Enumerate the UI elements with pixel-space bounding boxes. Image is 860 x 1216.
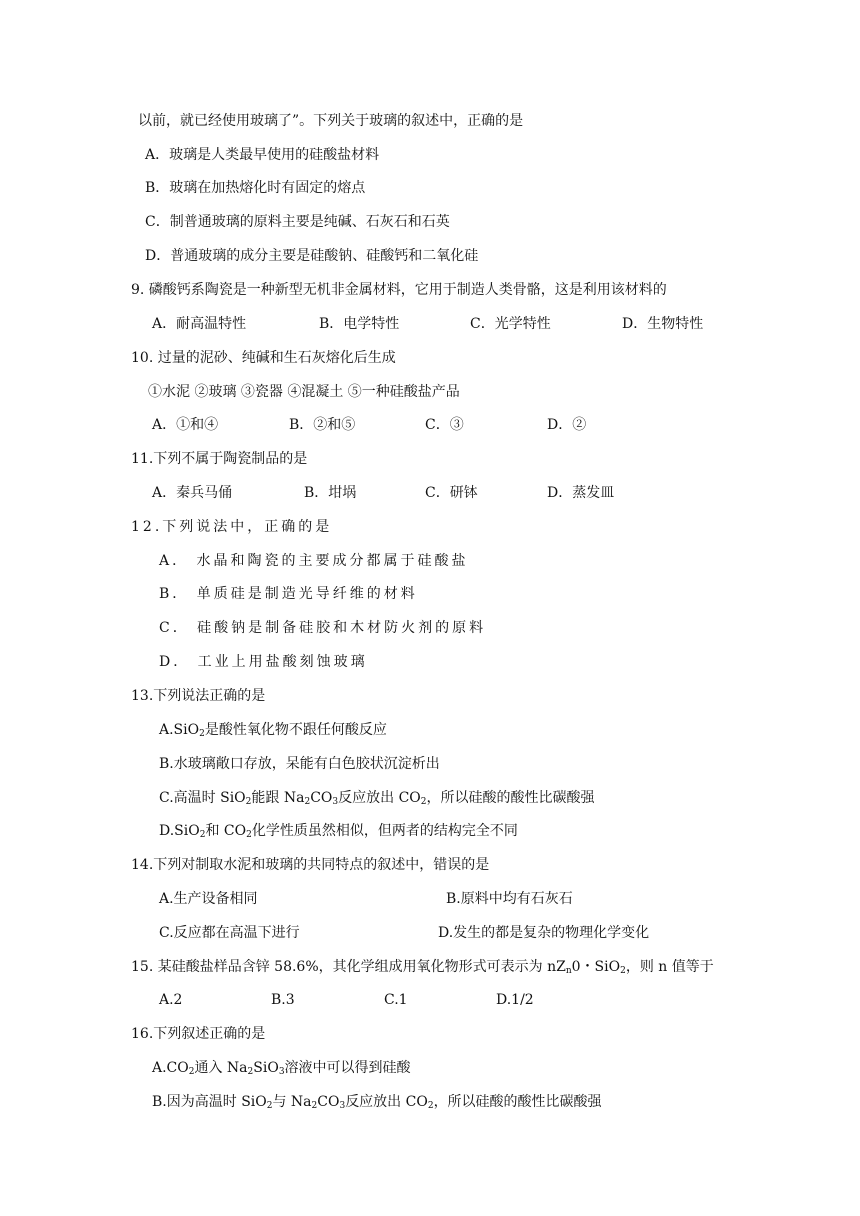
q9-option-d: D．生物特性 bbox=[622, 316, 704, 332]
q16-option-b: B.因为高温时 SiO$_2$与 $Na_2CO_3$反应放出 $CO_2$，所以硅酸的酸性比碳酸强 bbox=[152, 1094, 602, 1111]
q15-option-c: C.1 bbox=[384, 992, 408, 1008]
q10-stem: 10. 过量的泥砂、纯碱和生石灰熔化后生成 bbox=[131, 350, 396, 366]
q8-option-b: B．玻璃在加热熔化时有固定的熔点 bbox=[145, 180, 366, 196]
q8-option-d: D．普通玻璃的成分主要是硅酸钠、硅酸钙和二氧化硅 bbox=[145, 248, 479, 264]
q12-option-c: C． 硅酸钠是制备硅胶和木材防火剂的原料 bbox=[159, 620, 487, 636]
q11-option-b: B．坩埚 bbox=[304, 485, 357, 501]
q9-option-c: C．光学特性 bbox=[470, 316, 551, 332]
q12-stem: 12.下列说法中，正确的是 bbox=[131, 519, 333, 535]
q10-option-d: D．② bbox=[547, 417, 587, 433]
q14-stem: 14.下列对制取水泥和玻璃的共同特点的叙述中，错误的是 bbox=[131, 857, 490, 873]
q12-option-d: D． 工业上用盐酸刻蚀玻璃 bbox=[159, 654, 368, 670]
q13-stem: 13.下列说法正确的是 bbox=[131, 688, 266, 704]
q9-option-a: A．耐高温特性 bbox=[152, 316, 247, 332]
q13-option-d: D.SiO$_2$和 $CO_2$化学性质虽然相似，但两者的结构完全不同 bbox=[159, 823, 518, 840]
q12-option-b: B． 单质硅是制造光导纤维的材料 bbox=[159, 586, 418, 602]
q13-option-c: C.高温时 SiO$_2$能跟 $Na_2CO_3$反应放出 $CO_2$，所以硅酸的酸性比碳酸强 bbox=[159, 790, 595, 807]
q15-stem: 15. 某硅酸盐样品含锌 58.6%，其化学组成用氧化物形式可表示为 $nZ_n0$・SiO$_2$，则 n 值等于 bbox=[131, 959, 714, 976]
q11-option-a: A．秦兵马俑 bbox=[152, 485, 233, 501]
intro-line: 以前，就已经使用玻璃了”。下列关于玻璃的叙述中，正确的是 bbox=[138, 113, 524, 129]
q16-stem: 16.下列叙述正确的是 bbox=[131, 1026, 266, 1042]
q14-option-c: C.反应都在高温下进行 bbox=[159, 925, 300, 941]
q15-option-a: A.2 bbox=[159, 992, 183, 1008]
q11-option-c: C．研钵 bbox=[425, 485, 478, 501]
q16-option-a: $A.CO_2$通入 $Na_2SiO_3$溶液中可以得到硅酸 bbox=[152, 1060, 411, 1077]
q14-option-d: D.发生的都是复杂的物理化学变化 bbox=[438, 925, 650, 941]
q15-option-b: B.3 bbox=[271, 992, 295, 1008]
q9-stem: 9. 磷酸钙系陶瓷是一种新型无机非金属材料，它用于制造人类骨骼，这是利用该材料的 bbox=[131, 282, 667, 298]
q8-option-c: C．制普通玻璃的原料主要是纯碱、石灰石和石英 bbox=[145, 214, 450, 230]
q11-option-d: D．蒸发皿 bbox=[547, 485, 615, 501]
q14-option-b: B.原料中均有石灰石 bbox=[446, 891, 573, 907]
q14-option-a: A.生产设备相同 bbox=[159, 891, 258, 907]
q13-option-b: B.水玻璃敞口存放，呆能有白色胶状沉淀析出 bbox=[159, 756, 440, 772]
q10-option-a: A．①和④ bbox=[152, 417, 219, 433]
q13-option-a: A.SiO$_2$是酸性氧化物不跟任何酸反应 bbox=[159, 722, 387, 739]
q9-option-b: B．电学特性 bbox=[319, 316, 400, 332]
q15-option-d: D.1/2 bbox=[496, 992, 534, 1008]
q11-stem: 11.下列不属于陶瓷制品的是 bbox=[131, 451, 308, 467]
q10-option-b: B．②和⑤ bbox=[289, 417, 356, 433]
q10-items: ①水泥 ②玻璃 ③瓷器 ④混凝土 ⑤一种硅酸盐产品 bbox=[148, 384, 460, 400]
q12-option-a: A． 水晶和陶瓷的主要成分都属于硅酸盐 bbox=[159, 553, 469, 569]
q8-option-a: A．玻璃是人类最早使用的硅酸盐材料 bbox=[145, 147, 380, 163]
q10-option-c: C．③ bbox=[425, 417, 464, 433]
